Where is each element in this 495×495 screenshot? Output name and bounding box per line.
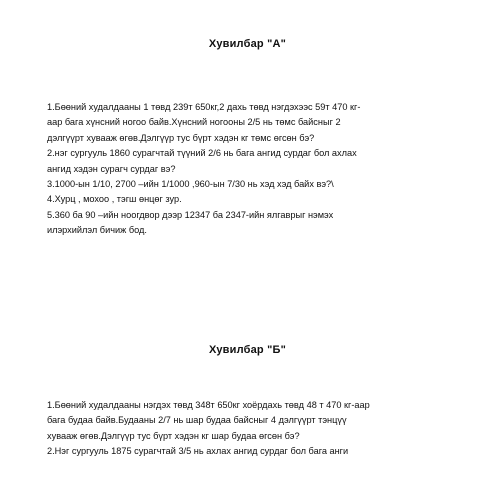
variant-a-problem-list bbox=[47, 100, 467, 239]
problem-line: 2.нэг сургууль 1860 сурагчтай түүний 2/6 нь бага ангид сурдаг бол ахлах bbox=[47, 148, 357, 159]
problem-line: 1.Бөөний худалдааны нэгдэх төвд 348т 650кг хоёрдахь төвд 48 т 470 кг-аар bbox=[47, 400, 370, 410]
problem-line: 4.Хурц , мохоо , тэгш өнцөг зур. bbox=[47, 194, 182, 205]
problem-line: бага будаа байв.Будааны 2/7 нь шар будаа байсныг 4 дэлгүүрт тэнцүү bbox=[47, 415, 347, 426]
problem-line: 5.360 ба 90 –ийн ноогдвор дээр 12347 ба 2347-ийн ялгаврыг нэмэх bbox=[47, 209, 334, 220]
problem-line: хуваaж өгөв.Дэлгүүр тус бүрт хэдэн кг шар будаа өгсөн бэ? bbox=[47, 430, 300, 441]
problem-line: 3.1000-ын 1/10, 2700 –ийн 1/1000 ,960-ын 7/30 нь хэд хэд байх вэ?\ bbox=[47, 179, 334, 190]
problem-line: илэрхийлэл бичиж бод. bbox=[47, 225, 147, 236]
problem-line: 1.Бөөний худалдааны 1 төвд 239т 650кг,2 дахь төвд нэгдэхээс 59т 470 кг- bbox=[47, 102, 361, 112]
problem-line: ангид хэдэн сурагч сурдаг вэ? bbox=[47, 163, 176, 174]
variant-a-title: Хувилбар "А" bbox=[208, 38, 287, 50]
problem-line: аар бага хүнсний ногоо байв.Хүнсний ногооны 2/5 нь төмс байсныг 2 bbox=[47, 117, 341, 128]
problem-line: дэлгүүрт хуваaж өгөв.Дэлгүүр тус бүрт хэдэн кг төмс өгсөн бэ? bbox=[47, 132, 315, 143]
problem-line: 2.Нэг сургууль 1875 сурагчтай 3/5 нь ахлах ангид сурдаг бол бага анги bbox=[47, 446, 349, 457]
variant-b-problem-list bbox=[47, 398, 467, 460]
variant-b-title: Хувилбар "Б" bbox=[208, 344, 287, 356]
